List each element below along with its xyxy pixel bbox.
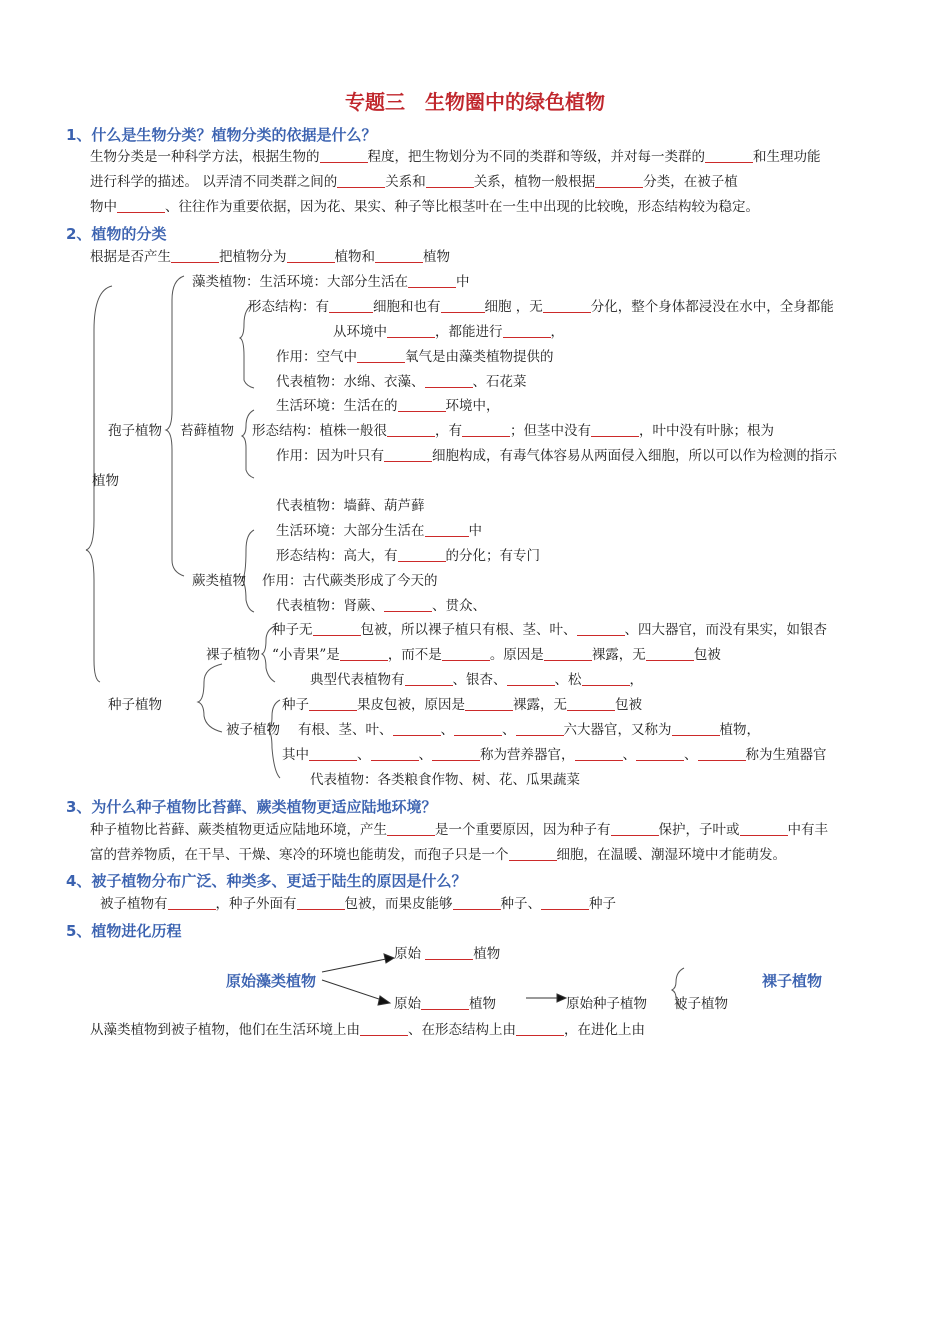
arrow-right-head: [557, 994, 566, 1002]
fern-use: 作用：古代蕨类形成了今天的: [262, 573, 438, 589]
fern-rep: 代表植物：肾蕨、 、贯众、: [276, 598, 486, 614]
gymno-label-evo: 裸子植物: [762, 972, 823, 990]
moss-use: 作用：因为叶只有 细胞构成，有毒气体容易从两面侵入细胞，所以可以作为检测的指示: [276, 448, 837, 464]
seed-plant-label: 种子植物: [108, 697, 162, 713]
blank[interactable]: [516, 1021, 564, 1036]
q3-line-1: 种子植物比苔藓、蕨类植物更适应陆地环境，产生 是一个重要原因，因为种子有 保护，子叶或 中有丰: [90, 822, 828, 838]
angio-label: 被子植物: [226, 722, 280, 738]
algae-form-2: 从环境中 ，都能进行 ，: [333, 324, 564, 340]
arrow-down-line: [322, 980, 382, 1000]
gymno-line-3: 典型代表植物有 、银杏、 、松 ，: [310, 672, 643, 688]
q5-heading: 5、植物进化历程: [66, 922, 182, 940]
gymno-line-1: 种子无 包被，所以裸子植只有根、茎、叶、 、四大器官，而没有果实，如银杏: [272, 622, 827, 638]
fern-env: 生活环境：大部分生活在 中: [276, 523, 482, 539]
blank[interactable]: [360, 1021, 408, 1036]
moss-rep: 代表植物：墙藓、葫芦藓: [276, 498, 425, 514]
angio-label-evo: 被子植物: [674, 996, 728, 1012]
blank[interactable]: [425, 945, 473, 960]
fern-form: 形态结构：高大，有 的分化；有专门: [276, 548, 540, 564]
primitive-seed-label: 原始种子植物: [566, 996, 647, 1012]
gymno-line-2: “小青果”是 ，而不是 。原因是 裸露，无 包被: [272, 647, 721, 663]
moss-env: 生活环境：生活在的 环境中，: [276, 398, 500, 414]
moss-label: 苔藓植物: [180, 423, 234, 439]
origin-algae-label: 原始藻类植物: [226, 972, 317, 990]
algae-env: 藻类植物：生活环境：大部分生活在 中: [192, 274, 470, 290]
spore-plant-label-2: 植物: [92, 473, 119, 489]
moss-form: 形态结构：植株一般很 ，有 ；但茎中没有 ，叶中没有叶脉；根为: [252, 423, 774, 439]
arrow-up-head: [384, 954, 394, 963]
algae-form: 形态结构：有 细胞和也有 细胞 ，无 分化，整个身体都浸没在水中，全身都能: [248, 299, 834, 315]
q1-heading: 1、什么是生物分类？植物分类的依据是什么？: [66, 126, 377, 144]
q1-line-2: 进行科学的描述。 以弄清不同类群之间的 关系和 关系，植物一般根据 分类，在被子植: [90, 174, 738, 190]
q5-last-line: 从藻类植物到被子植物，他们在生活环境上由 、在形态结构上由 ，在进化上由: [90, 1022, 645, 1038]
q3-line-2: 富的营养物质，在干旱、干燥、寒冷的环境也能萌发，而孢子只是一个 细胞，在温暖、潮湿环境中才能萌发。: [90, 847, 786, 863]
angio-line-1: 种子 果皮包被，原因是 裸露，无 包被: [282, 697, 642, 713]
q2-heading: 2、植物的分类: [66, 225, 167, 243]
q3-heading: 3、为什么种子植物比苔藓、蕨类植物更适应陆地环境？: [66, 798, 437, 816]
primitive-bottom: 原始 植物: [394, 996, 496, 1012]
q1-line-1: 生物分类是一种科学方法，根据生物的 程度，把生物划分为不同的类群和等级，并对每一类群的 和生理功能: [90, 149, 821, 165]
q1-line-3: 物中 、往往作为重要依据，因为花、果实、种子等比根茎叶在一生中出现的比较晚，形态结构较为稳定。: [90, 199, 759, 215]
angio-line-3: 其中 、 、 称为营养器官， 、 、 称为生殖器官: [282, 747, 827, 763]
spore-plant-label: 孢子植物: [108, 423, 162, 439]
gymno-label: 裸子植物: [206, 647, 260, 663]
page-title: 专题三 生物圈中的绿色植物: [345, 90, 605, 114]
algae-rep: 代表植物：水绵、衣藻、 、石花菜: [276, 374, 527, 390]
q4-line-1: 被子植物有 ，种子外面有 包被，而果皮能够 种子、 种子: [100, 896, 616, 912]
arrow-down-head: [378, 996, 390, 1005]
blank[interactable]: [421, 995, 469, 1010]
fern-label: 蕨类植物: [192, 573, 246, 589]
arrow-up-line: [322, 959, 386, 972]
algae-use: 作用：空气中 氧气是由藻类植物提供的: [276, 349, 554, 365]
primitive-top: 原始 植物: [394, 946, 501, 962]
q2-basis: 根据是否产生 把植物分为 植物和 植物: [90, 249, 450, 265]
q4-heading: 4、被子植物分布广泛、种类多、更适于陆生的原因是什么？: [66, 872, 467, 890]
angio-line-2: 有根、茎、叶、 、 、 六大器官，又称为 植物，: [298, 722, 760, 738]
angio-rep: 代表植物：各类粮食作物、树、花、瓜果蔬菜: [310, 772, 580, 788]
